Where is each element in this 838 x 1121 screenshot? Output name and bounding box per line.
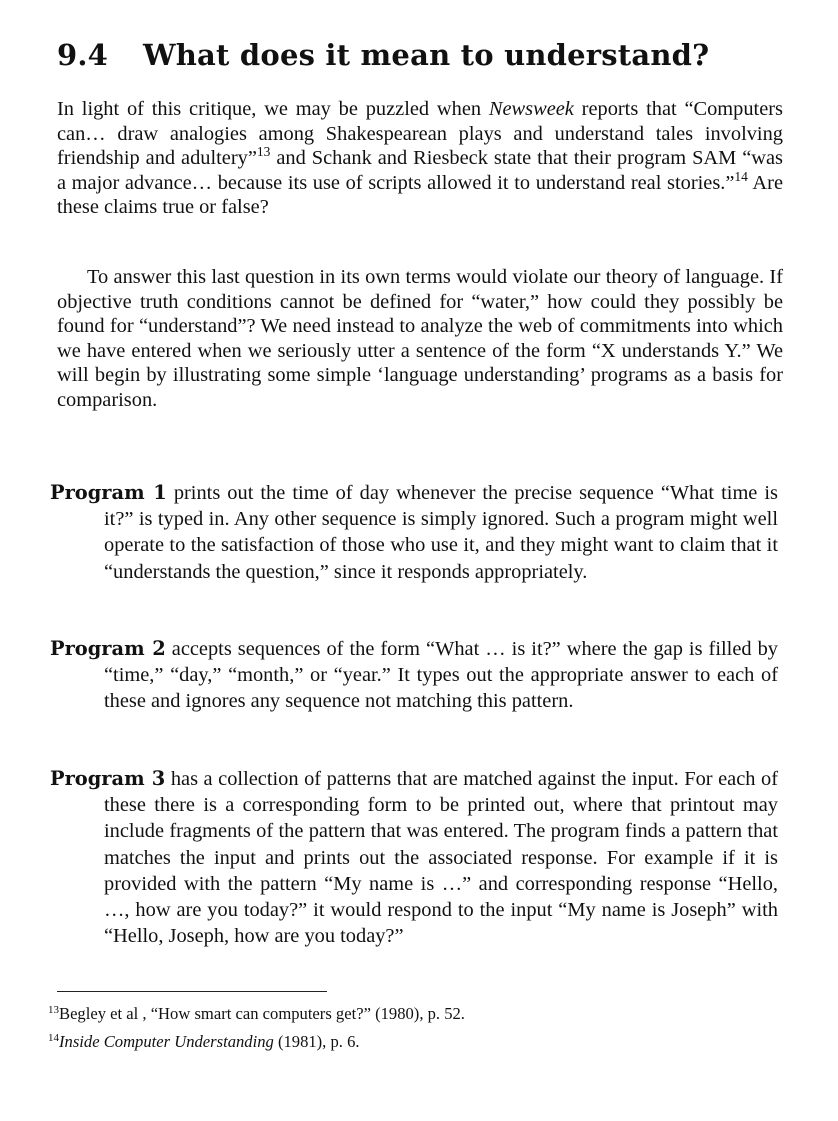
program-2-entry [50,636,778,715]
footnote-13-number: 13 [48,1004,59,1016]
program-3-entry [50,766,778,949]
newsweek-title: Newsweek [488,98,574,120]
paragraph-intro-text-3: and Schank and Riesbeck state that their program SAM “was a major advance… because its use of scripts allowed it to understand real stories.” [57,147,783,194]
footnote-ref-13: 13 [256,144,271,160]
paragraph-intro-text-4: Are these claims true or false? [57,171,783,219]
paragraph-intro-text-1: In light of this critique, we may be puzzled when [57,98,489,120]
program-1-label: Program 1 [50,481,167,504]
footnote-14-text: (1981), p. 6. [273,1032,360,1051]
footnote-14-number: 14 [48,1032,59,1044]
footnote-13 [48,1004,465,1024]
paragraph-intro [57,97,783,220]
footnote-ref-14: 14 [734,168,748,184]
program-3-text: has a collection of patterns that are matched against the input. For each of these there is a corresponding form to be printed out, where that printout may include fragments of the pattern that was entered. The program finds a pattern that matches the input and prints out the associated response. For example if it is provided with the pattern “My name is …” and corresponding response “Hello, …, how are you today?” it would respond to the input “My name is Joseph” with “Hello, Joseph, how are you today?” [104,768,778,948]
footnote-divider [57,991,327,992]
program-2-label: Program 2 [50,637,166,660]
program-1-text: prints out the time of day whenever the precise sequence “What time is it?” is typed in. Any other sequence is simply ignored. Such a program might well operate to the satisfaction of those who use it, and they might want to claim that it “understands the question,” since it responds appropriately. [104,482,778,583]
program-2-text: accepts sequences of the form “What … is it?” where the gap is filled by “time,” “day,” “month,” or “year.” It types out the appropriate answer to each of these and ignores any sequence not matching this pattern. [104,638,778,713]
section-number: 9.4 [57,38,109,72]
program-3-label: Program 3 [50,767,166,790]
section-heading [57,38,709,72]
footnote-14-title: Inside Computer Understanding [59,1032,274,1051]
paragraph-intro-text-2: reports that “Computers can… draw analogies among Shakespearean plays and understand tales involving friendship and adultery” [57,98,783,170]
paragraph-theory: To answer this last question in its own terms would violate our theory of language. If objective truth conditions cannot be defined for “water,” how could they possibly be found for “understand”? We need instead to analyze the web of commitments into which we have entered when we seriously utter a sentence of the form “X understands Y.” We will begin by illustrating some simple ‘language understanding’ programs as a basis for comparison. [57,266,783,411]
footnote-13-text: Begley et al , “How smart can computers get?” (1980), p. 52. [59,1004,465,1023]
program-1-entry [50,480,778,585]
footnote-14 [48,1032,360,1052]
section-title: What does it mean to understand? [143,38,710,72]
